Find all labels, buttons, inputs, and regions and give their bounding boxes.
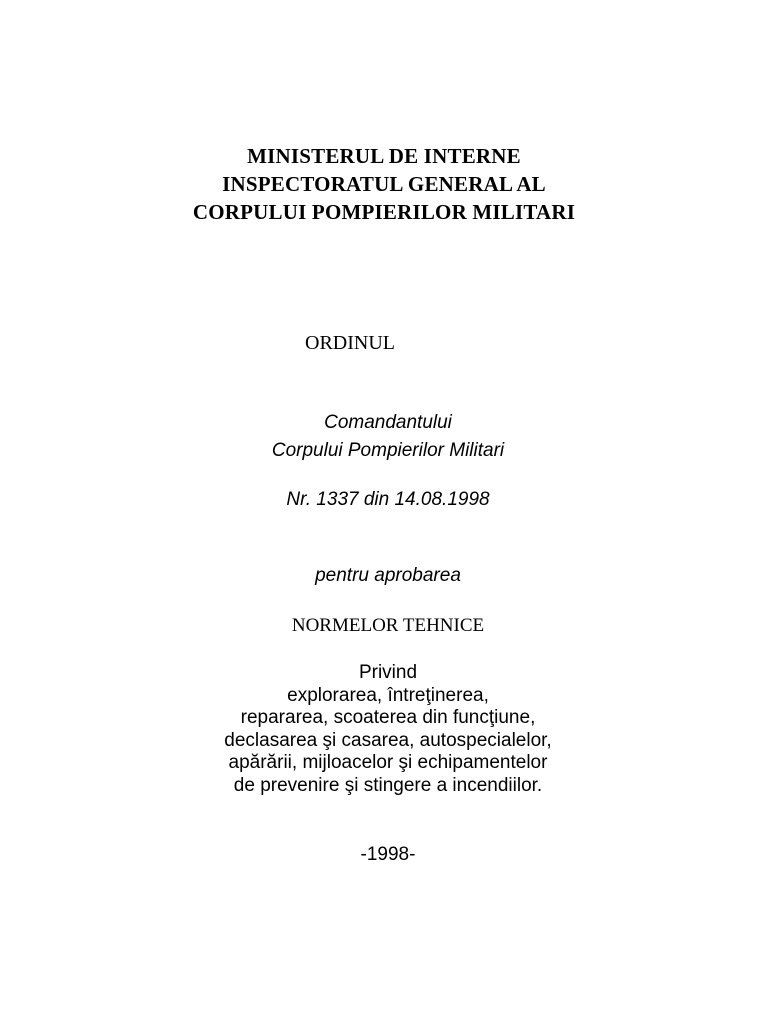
subject-line-5: apărării, mijloacelor şi echipamentelor [228, 752, 548, 773]
issuer-line-commander: Comandantului [324, 412, 452, 433]
issuer-line-corps: Corpului Pompierilor Militari [271, 440, 505, 461]
order-number: Nr. 1337 din 14.08.1998 [286, 489, 490, 510]
header-line-corps: CORPULUI POMPIERILOR MILITARI [192, 200, 576, 224]
subject-line-6: de prevenire şi stingere a incendiilor. [233, 774, 543, 796]
header-line-ministry: MINISTERUL DE INTERNE [247, 144, 521, 168]
order-purpose: pentru aprobarea [315, 565, 461, 586]
order-label: ORDINUL [305, 332, 395, 354]
subject-line-2: explorarea, întreţinerea, [287, 684, 489, 706]
subject-line-3: repararea, scoaterea din funcţiune, [240, 707, 536, 728]
norms-title: NORMELOR TEHNICE [291, 615, 485, 636]
issuer-block [0, 409, 768, 465]
subject-line-4: declasarea şi casarea, autospecialelor, [224, 729, 552, 751]
subject-block [0, 662, 768, 797]
header-line-inspectorate: INSPECTORATUL GENERAL AL [222, 172, 546, 196]
subject-line-1: Privind [358, 662, 418, 683]
document-year: -1998- [360, 844, 416, 865]
ministry-header [0, 142, 768, 226]
